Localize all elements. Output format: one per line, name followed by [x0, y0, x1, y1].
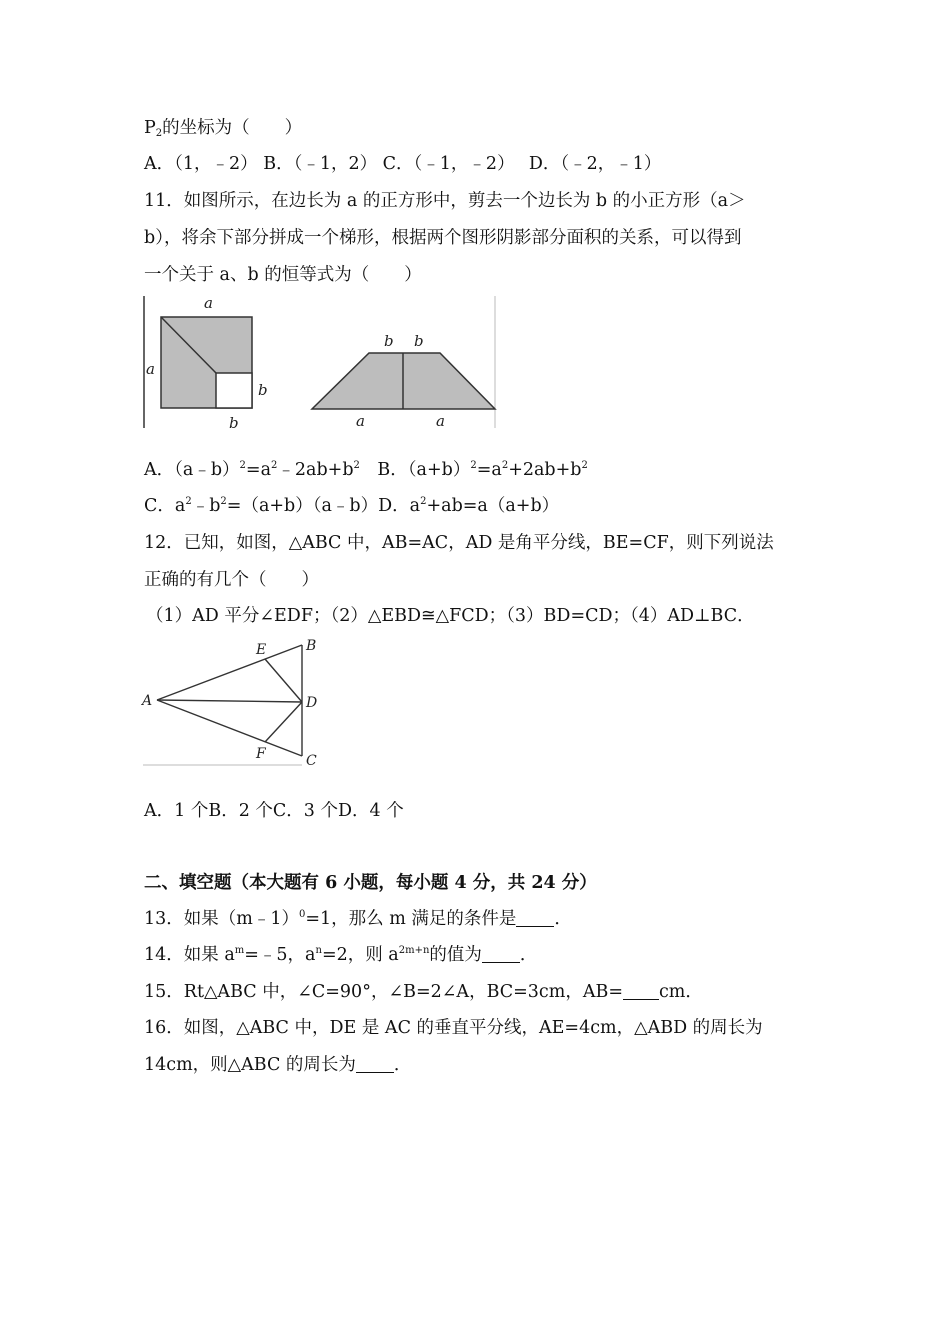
q12-statements: （1）AD 平分∠EDF；（2）△EBD≅△FCD；（3）BD=CD；（4）AD⊥BC．	[146, 606, 755, 626]
q14-answer-blank	[482, 946, 520, 963]
q11-label-a-left: a	[146, 360, 155, 378]
q14: 14．如果 $a^m=﹣5$，$a^n=2$，则 $a^{2m+n}$的值为 ．	[144, 945, 538, 965]
q11-label-b-bottom: b	[229, 414, 239, 432]
q16-answer-blank	[356, 1056, 394, 1073]
q16-line2: 14cm，则△ABC 的周长为 ．	[144, 1055, 412, 1075]
q11-label-a-trap-left: a	[356, 412, 365, 430]
q15-answer-blank	[623, 983, 659, 1000]
q11-label-b-trap-right: b	[414, 332, 424, 350]
section2-title: 二、填空题（本大题有 6 小题，每小题 4 分，共 24 分）	[144, 873, 597, 893]
q11-options-ab: A．$(a﹣b)^2=a^2﹣2ab+b^2$ B．$(a+b)^2=a^2+2ab+b^2$	[144, 460, 588, 480]
q12-label-D: D	[306, 695, 318, 711]
q13: 13．如果（m﹣1）$^0$=1，那么 m 满足的条件是 ．	[144, 909, 572, 929]
q11-figure	[140, 294, 500, 434]
q12-segment-AD	[157, 700, 302, 702]
q11-label-b-right: b	[258, 381, 268, 399]
q12-figure	[140, 634, 330, 770]
q15: 15．Rt△ABC 中，∠C=90°，∠B=2∠A，BC=3cm，AB= cm．	[144, 982, 703, 1002]
q11-stem-line3: 一个关于 a、b 的恒等式为（ ）	[144, 265, 422, 285]
q12-side-AB	[157, 645, 302, 700]
q11-stem-line2: b），将余下部分拼成一个梯形，根据两个图形阴影部分面积的关系，可以得到	[144, 228, 742, 248]
q10-options: A．（1，﹣2） B．（﹣1，2） C．（﹣1，﹣2） D．（﹣2，﹣1）	[144, 154, 662, 174]
q11-label-b-trap-left: b	[384, 332, 394, 350]
q11-label-a-trap-right: a	[436, 412, 445, 430]
q12-label-E: E	[256, 642, 267, 658]
q12-label-B: B	[306, 638, 317, 654]
q11-small-square	[216, 373, 252, 408]
q12-stem-line1: 12．已知，如图，△ABC 中，AB=AC，AD 是角平分线，BE=CF，则下列说法	[144, 533, 774, 553]
q12-label-A: A	[142, 693, 153, 709]
q12-stem-line2: 正确的有几个（ ）	[144, 570, 319, 590]
q12-segment-ED	[265, 659, 302, 702]
q11-stem-line1: 11．如图所示，在边长为 a 的正方形中，剪去一个边长为 b 的小正方形（a＞	[144, 191, 746, 211]
q11-label-a-top: a	[204, 294, 213, 312]
q16-line1: 16．如图，△ABC 中，DE 是 AC 的垂直平分线，AE=4cm，△ABD 的周长为	[144, 1018, 763, 1038]
q13-answer-blank	[516, 910, 554, 927]
q12-segment-FD	[265, 702, 302, 742]
q12-options: A．1 个B．2 个C．3 个D．4 个	[144, 801, 404, 821]
q10-stem: $P_2$的坐标为（ ）	[144, 118, 303, 139]
q12-side-AC	[157, 700, 302, 756]
q12-label-F: F	[256, 746, 266, 762]
q12-label-C: C	[306, 753, 317, 769]
q11-options-cd: C．$a^2﹣b^2=(a+b)(a﹣b)D$．$a^2+ab=a(a+b)$	[144, 496, 560, 516]
